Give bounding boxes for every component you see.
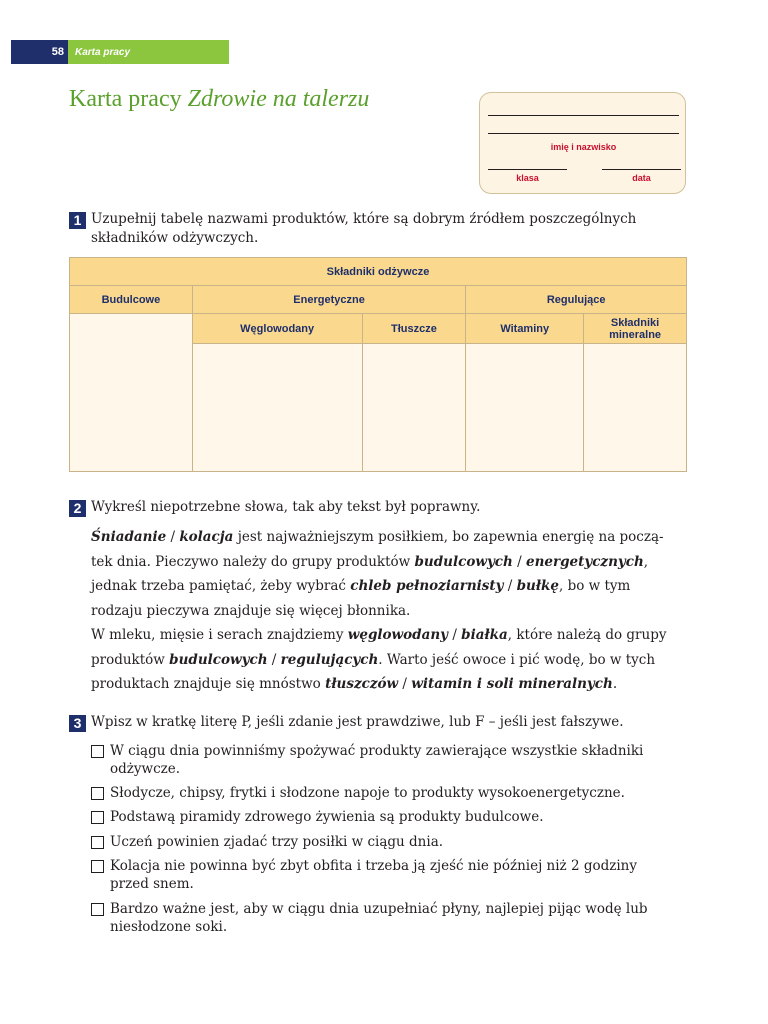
word-option[interactable]: chleb pełnoziarnisty [350,578,504,594]
answer-checkbox[interactable] [91,745,104,758]
sub-skladniki-line1: Składniki [610,316,660,329]
statement-item: W ciągu dnia powinniśmy spożywać produkty zawierające wszystkie składniki odżywcze. [110,743,644,777]
question-1-text: Uzupełnij tabelę nazwami produktów, które są dobrym źródłem poszczególnych składników odżywczych. [91,211,637,246]
sub-skladniki-mineralne [584,314,687,344]
class-line[interactable] [488,169,567,170]
name-line-2[interactable] [488,133,679,134]
date-label: data [632,173,651,183]
question-3-number: 3 [69,715,86,732]
statement-item: Uczeń powinien zjadać trzy posiłki w ciągu dnia. [110,834,444,850]
nutrients-table [69,257,687,472]
cell-weglowodany[interactable] [192,344,362,472]
answer-checkbox[interactable] [91,811,104,824]
name-box [479,92,686,194]
page-title [69,86,369,113]
class-label: klasa [516,173,539,183]
cell-skladniki-mineralne[interactable] [584,344,687,472]
word-option[interactable]: kolacja [179,529,234,545]
answer-checkbox[interactable] [91,903,104,916]
sub-weglowodany: Węglowodany [192,314,362,344]
word-option[interactable]: bułkę [516,578,560,594]
title-prefix: Karta pracy [69,86,182,112]
statement-item: Słodycze, chipsy, frytki i słodzone napoje to produkty wysokoenergetyczne. [110,785,625,801]
word-option[interactable]: węglowodany [347,627,449,643]
word-option[interactable]: Śniadanie [91,529,167,545]
name-label: imię i nazwisko [550,142,617,152]
word-option[interactable]: regulujących [280,651,379,668]
statement-item: Kolacja nie powinna być zbyt obfita i trzeba ją zjeść nie później niż 2 godziny przed snem. [110,858,638,892]
col-regulujace: Regulujące [466,286,687,314]
answer-checkbox[interactable] [91,860,104,873]
col-energetyczne: Energetyczne [192,286,466,314]
statement-item: Bardzo ważne jest, aby w ciągu dnia uzupełniać płyny, najlepiej pijąc wodę lub niesłodzone soki. [110,901,648,935]
col-budulcowe: Budulcowe [70,286,193,314]
word-option[interactable]: budulcowych [169,651,268,668]
answer-checkbox[interactable] [91,787,104,800]
question-2-number: 2 [69,500,86,517]
date-line[interactable] [602,169,681,170]
section-label: Karta pracy [68,40,229,64]
cell-tluszcze[interactable] [362,344,466,472]
answer-checkbox[interactable] [91,836,104,849]
sub-tluszcze: Tłuszcze [362,314,466,344]
cell-witaminy[interactable] [466,344,584,472]
question-3-text: Wpisz w kratkę literę P, jeśli zdanie jest prawdziwe, lub F – jeśli jest fałszywe. [91,714,624,730]
page-number: 58 [11,40,68,64]
word-option[interactable]: energetycznych [525,553,644,570]
word-option[interactable]: witamin i soli mineralnych [411,676,613,692]
word-option[interactable]: tłuszczów [325,676,399,692]
table-title: Składniki odżywcze [70,258,687,286]
name-line-1[interactable] [488,115,679,116]
question-2-text: Wykreśl niepotrzebne słowa, tak aby tekst był poprawny. [91,499,481,515]
question-2-passage: Śniadanie / kolacja jest najważniejszym posiłkiem, bo zapewnia energię na począ- tek dnia. Pieczywo należy do grupy produktów budulcowych / energetycznych, jednak trzeba pamiętać, żeby wybrać chleb pełnoziarnisty / bułkę, bo w tym rodzaju pieczywa znajduje się więcej błonnika. W mleku, mięsie i serach znajdziemy węglowodany / białka, które należą do grupy produktów budulcowych / regulujących. Warto jeść owoce i pić wodę, bo w tych produktach znajduje się mnóstwo tłuszczów / witamin i soli mineralnych. [91,529,667,692]
word-option[interactable]: budulcowych [414,553,513,570]
word-option[interactable]: białka [461,627,508,643]
question-1-number: 1 [69,212,86,229]
cell-budulcowe[interactable] [70,314,193,472]
sub-skladniki-line2: mineralne [609,328,662,341]
sub-witaminy: Witaminy [466,314,584,344]
statement-item: Podstawą piramidy zdrowego żywienia są produkty budulcowe. [110,809,544,825]
title-topic: Zdrowie na talerzu [187,86,370,112]
